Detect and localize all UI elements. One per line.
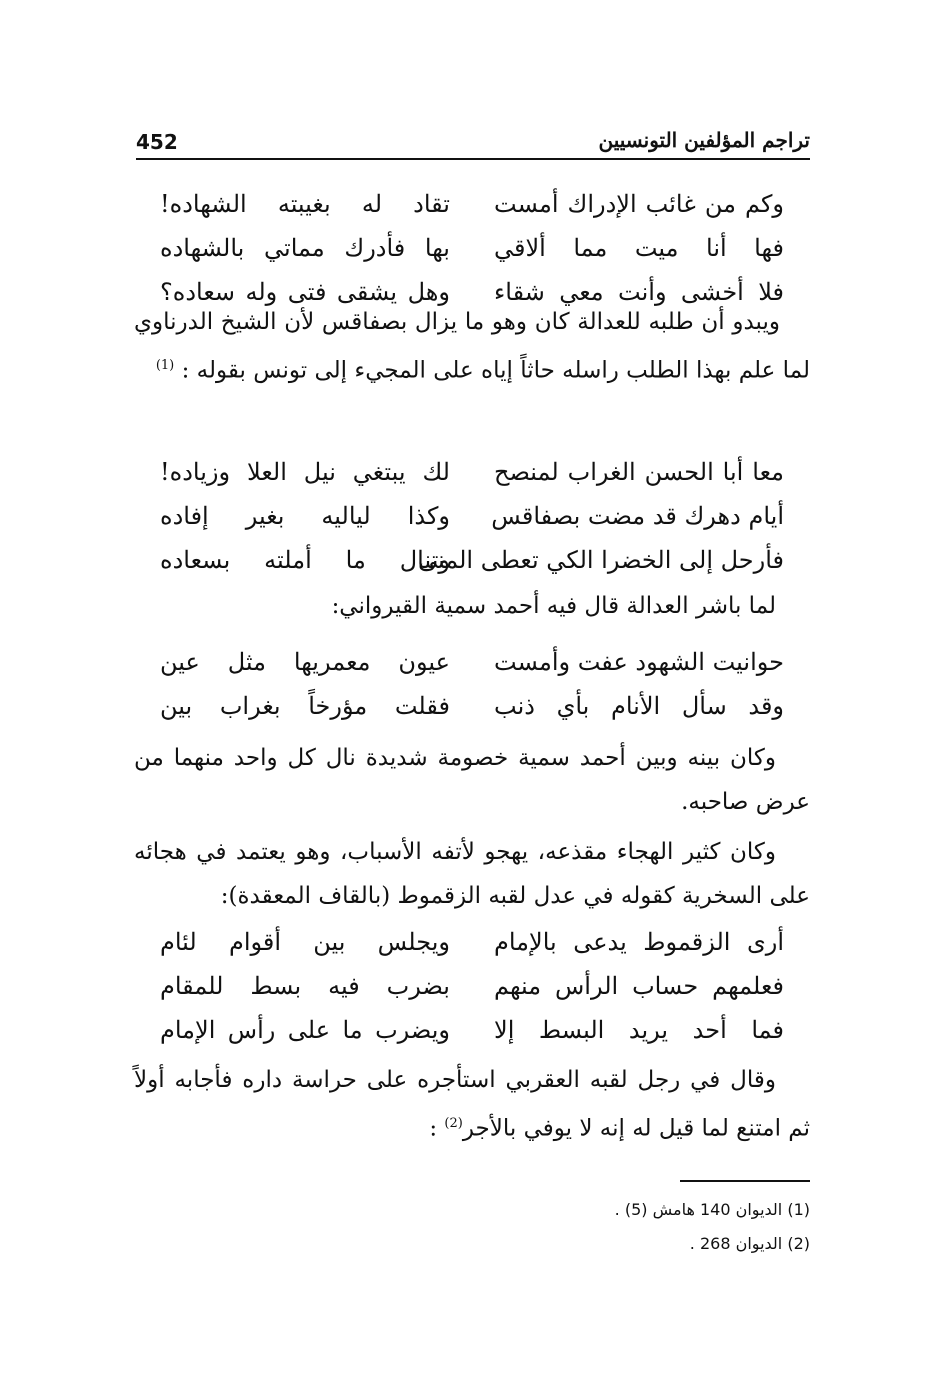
verse-second-hemistich: بها فأدرك مماتي بالشهاده (160, 234, 450, 262)
verse-second-hemistich: ويجلس بين أقوام لئام (160, 928, 450, 956)
verse-first-hemistich: فلا أخشى وأنت معي شقاء (494, 278, 784, 306)
verse-first-hemistich: معا أبا الحسن الغراب لمنصح (494, 458, 784, 486)
poem-block-4 (160, 920, 784, 1052)
paragraph-text: لما باشر العدالة قال فيه أحمد سمية القيرواني: (331, 593, 776, 619)
paragraph-text: ويبدو أن طلبه للعدالة كان وهو ما يزال بصفاقس لأن الشيخ الدرناوي لما علم بهذا الطلب راسله حاثاً إياه على المجيء إلى تونس بقوله : (134, 309, 810, 384)
paragraph-5 (134, 1058, 810, 1151)
verse-line (160, 538, 784, 582)
footnote-ref: (2) (444, 1116, 463, 1131)
verse-line (160, 450, 784, 494)
verse-first-hemistich: فها أنا ميت مما ألاقي (494, 234, 784, 262)
verse-second-hemistich: بضرب فيه بسط للمقام (160, 972, 450, 1000)
verse-line (160, 920, 784, 964)
footnote-1: (1) الديوان 140 هامش (5) . (614, 1200, 810, 1219)
verse-line (160, 684, 784, 728)
verse-line (160, 640, 784, 684)
verse-first-hemistich: وكم من غائب الإدراك أمست (494, 190, 784, 218)
verse-second-hemistich: وكذا لياليه بغير إفاده (160, 502, 450, 530)
page-number: 452 (136, 130, 178, 154)
paragraph-1 (134, 300, 810, 393)
page-header (136, 118, 810, 160)
paragraph-text: وكان بينه وبين أحمد سمية خصومة شديدة نال كل واحد منهما من عرض صاحبه. (134, 745, 810, 815)
poem-block-3 (160, 640, 784, 728)
poem-block-1 (160, 182, 784, 314)
verse-line (160, 182, 784, 226)
paragraph-text: وقال في رجل لقبه العقربي استأجره على حراسة داره فأجابه أولاً ثم امتنع لما قيل له إنه لا يوفي بالأجر (134, 1067, 810, 1142)
verse-first-hemistich: أرى الزقموط يدعى بالإمام (494, 928, 784, 956)
poem-block-2 (160, 450, 784, 582)
verse-first-hemistich: حوانيت الشهود عفت وأمست (494, 648, 784, 676)
verse-second-hemistich: فقلت مؤرخاً بغراب بين (160, 692, 450, 720)
paragraph-text: وكان كثير الهجاء مقذعه، يهجو لأتفه الأسباب، وهو يعتمد في هجائه على السخرية كقوله في عدل لقبه الزقموط (بالقاف المعقدة): (134, 839, 810, 909)
footnote-2: (2) الديوان 268 . (689, 1234, 810, 1253)
verse-line (160, 226, 784, 270)
verse-second-hemistich: وتنال ما أملته بسعاده (160, 546, 450, 574)
verse-second-hemistich: تقاد له بغيبته الشهاده! (160, 190, 450, 218)
paragraph-3 (134, 736, 810, 824)
verse-line (160, 964, 784, 1008)
paragraph-4 (134, 830, 810, 918)
verse-line (160, 494, 784, 538)
verse-second-hemistich: لك يبتغي نيل العلا وزياده! (160, 458, 450, 486)
verse-second-hemistich: وهل يشقى فتى وله سعاده؟ (160, 278, 450, 306)
verse-first-hemistich: فعلمهم حساب الرأس منهم (494, 972, 784, 1000)
verse-first-hemistich: وقد سأل الأنام بأي ذنب (494, 692, 784, 720)
verse-first-hemistich: أيام دهرك قد مضت بصفاقس (491, 502, 784, 530)
paragraph-end: : (429, 1115, 438, 1142)
verse-second-hemistich: ويضرب ما على رأس الإمام (160, 1016, 450, 1044)
running-title: تراجم المؤلفين التونسيين (598, 128, 810, 152)
verse-first-hemistich: فأرحل إلى الخضرا الكي تعطى المنى (418, 546, 784, 574)
footnote-ref: (1) (155, 358, 175, 373)
footnote-separator (680, 1180, 810, 1182)
verse-second-hemistich: عيون معمريها مثل عين (160, 648, 450, 676)
verse-line (160, 1008, 784, 1052)
verse-first-hemistich: فما أحد يريد البسط إلا (494, 1016, 784, 1044)
paragraph-2 (134, 584, 810, 628)
